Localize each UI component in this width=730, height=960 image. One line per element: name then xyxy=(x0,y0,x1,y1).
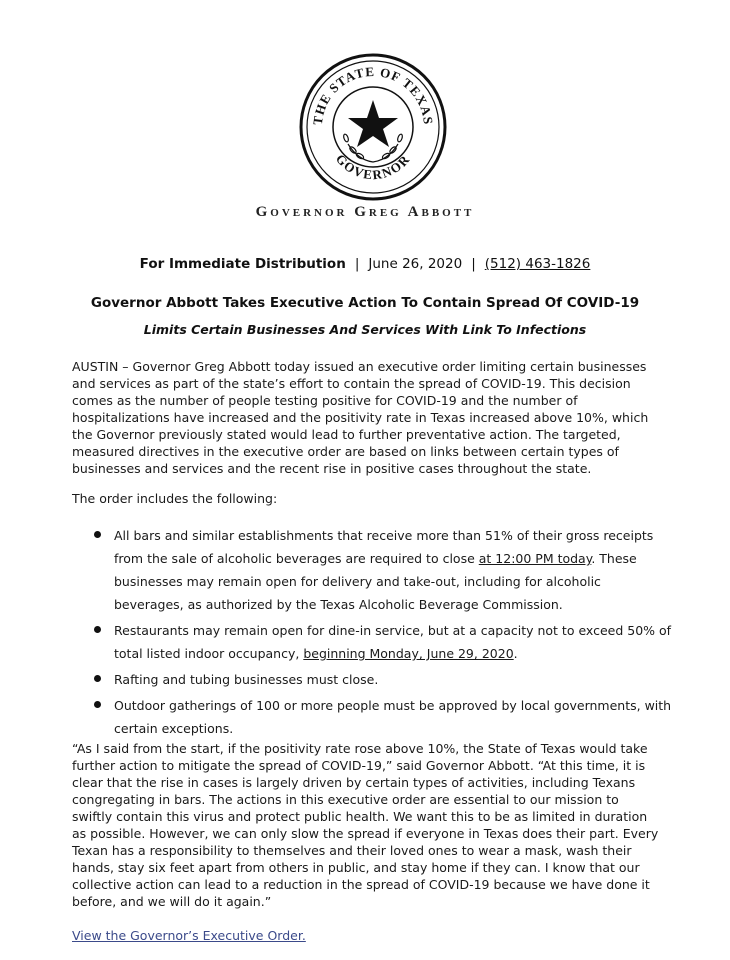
list-item-text: . xyxy=(513,646,518,661)
list-item-text: All bars and similar establishments that receive more than 51% of their gross receipts from the sale of alcoholic beverages are required to close xyxy=(114,528,654,566)
list-item-text: Rafting and tubing businesses must close. xyxy=(114,672,379,687)
order-list xyxy=(72,524,672,743)
bullet-icon xyxy=(94,531,101,538)
order-intro: The order includes the following: xyxy=(72,491,278,506)
bullet-icon xyxy=(94,626,101,633)
intro-paragraph: AUSTIN – Governor Greg Abbott today issued an executive order limiting certain businesses and services as part of the state’s effort to contain the spread of COVID-19. This decision comes as the number of people testing positive for COVID-19 and the number of hospitalizations have increased and the positivity rate in Texas increased above 10%, which the Governor previously stated would lead to further preventative action. The targeted, measured directives in the executive order are based on links between certain types of businesses and services and the recent rise in positive cases throughout the state. xyxy=(72,359,649,476)
olive-branch xyxy=(343,134,403,162)
subheadline: Limits Certain Businesses And Services With Link To Infections xyxy=(143,322,587,337)
headline: Governor Abbott Takes Executive Action To Contain Spread Of COVID-19 xyxy=(90,295,640,311)
separator: | xyxy=(354,256,360,272)
list-item-emphasis: beginning Monday, June 29, 2020 xyxy=(303,646,514,661)
quote-paragraph: “As I said from the start, if the positivity rate rose above 10%, the State of Texas would take further action to mitigate the spread of COVID-19,” said Governor Abbott. “At this time, it is clear that the rise in cases is largely driven by certain types of activities, including Texans congregating in bars. The actions in this executive order are essential to our mission to swiftly contain this virus and protect public health. We want this to be as limited in duration as possible. However, we can only slow the spread if everyone in Texas does their part. Every Texan has a responsibility to themselves and their loved ones to wear a mask, wash their hands, stay six feet apart from others in public, and stay home if they can. I know that our collective action can lead to a reduction in the spread of COVID-19 because we have done it before, and we will do it again.” xyxy=(72,741,659,909)
list-item xyxy=(72,694,672,740)
seal-top-text: THE STATE OF TEXAS xyxy=(309,63,437,126)
bullet-icon xyxy=(94,701,101,708)
bullet-icon xyxy=(94,675,101,682)
list-item xyxy=(72,619,672,665)
seal-icon xyxy=(298,52,448,202)
star-icon xyxy=(348,100,398,147)
executive-order-link[interactable]: View the Governor’s Executive Order. xyxy=(72,928,306,943)
list-item-emphasis: at 12:00 PM today xyxy=(478,551,592,566)
list-item xyxy=(72,524,672,616)
list-item-text: Outdoor gatherings of 100 or more people must be approved by local governments, with certain exceptions. xyxy=(114,698,672,736)
release-date: June 26, 2020 xyxy=(368,256,463,272)
list-item-text: Restaurants may remain open for dine-in service, but at a capacity not to exceed 50% of total listed indoor occupancy, xyxy=(114,623,672,661)
separator: | xyxy=(471,256,476,272)
distribution-label: For Immediate Distribution xyxy=(139,256,346,272)
texas-governor-seal xyxy=(298,52,448,202)
seal-bottom-text: GOVERNOR xyxy=(332,151,414,183)
distribution-line xyxy=(0,256,730,272)
list-item-text: . These businesses may remain open for delivery and take-out, including for alcoholic beverages, as authorized by the Texas Alcoholic Beverage Commission. xyxy=(114,551,637,612)
list-item xyxy=(72,668,672,691)
phone-link[interactable]: (512) 463-1826 xyxy=(484,256,591,272)
office-name: Governor Greg Abbott xyxy=(255,204,475,220)
